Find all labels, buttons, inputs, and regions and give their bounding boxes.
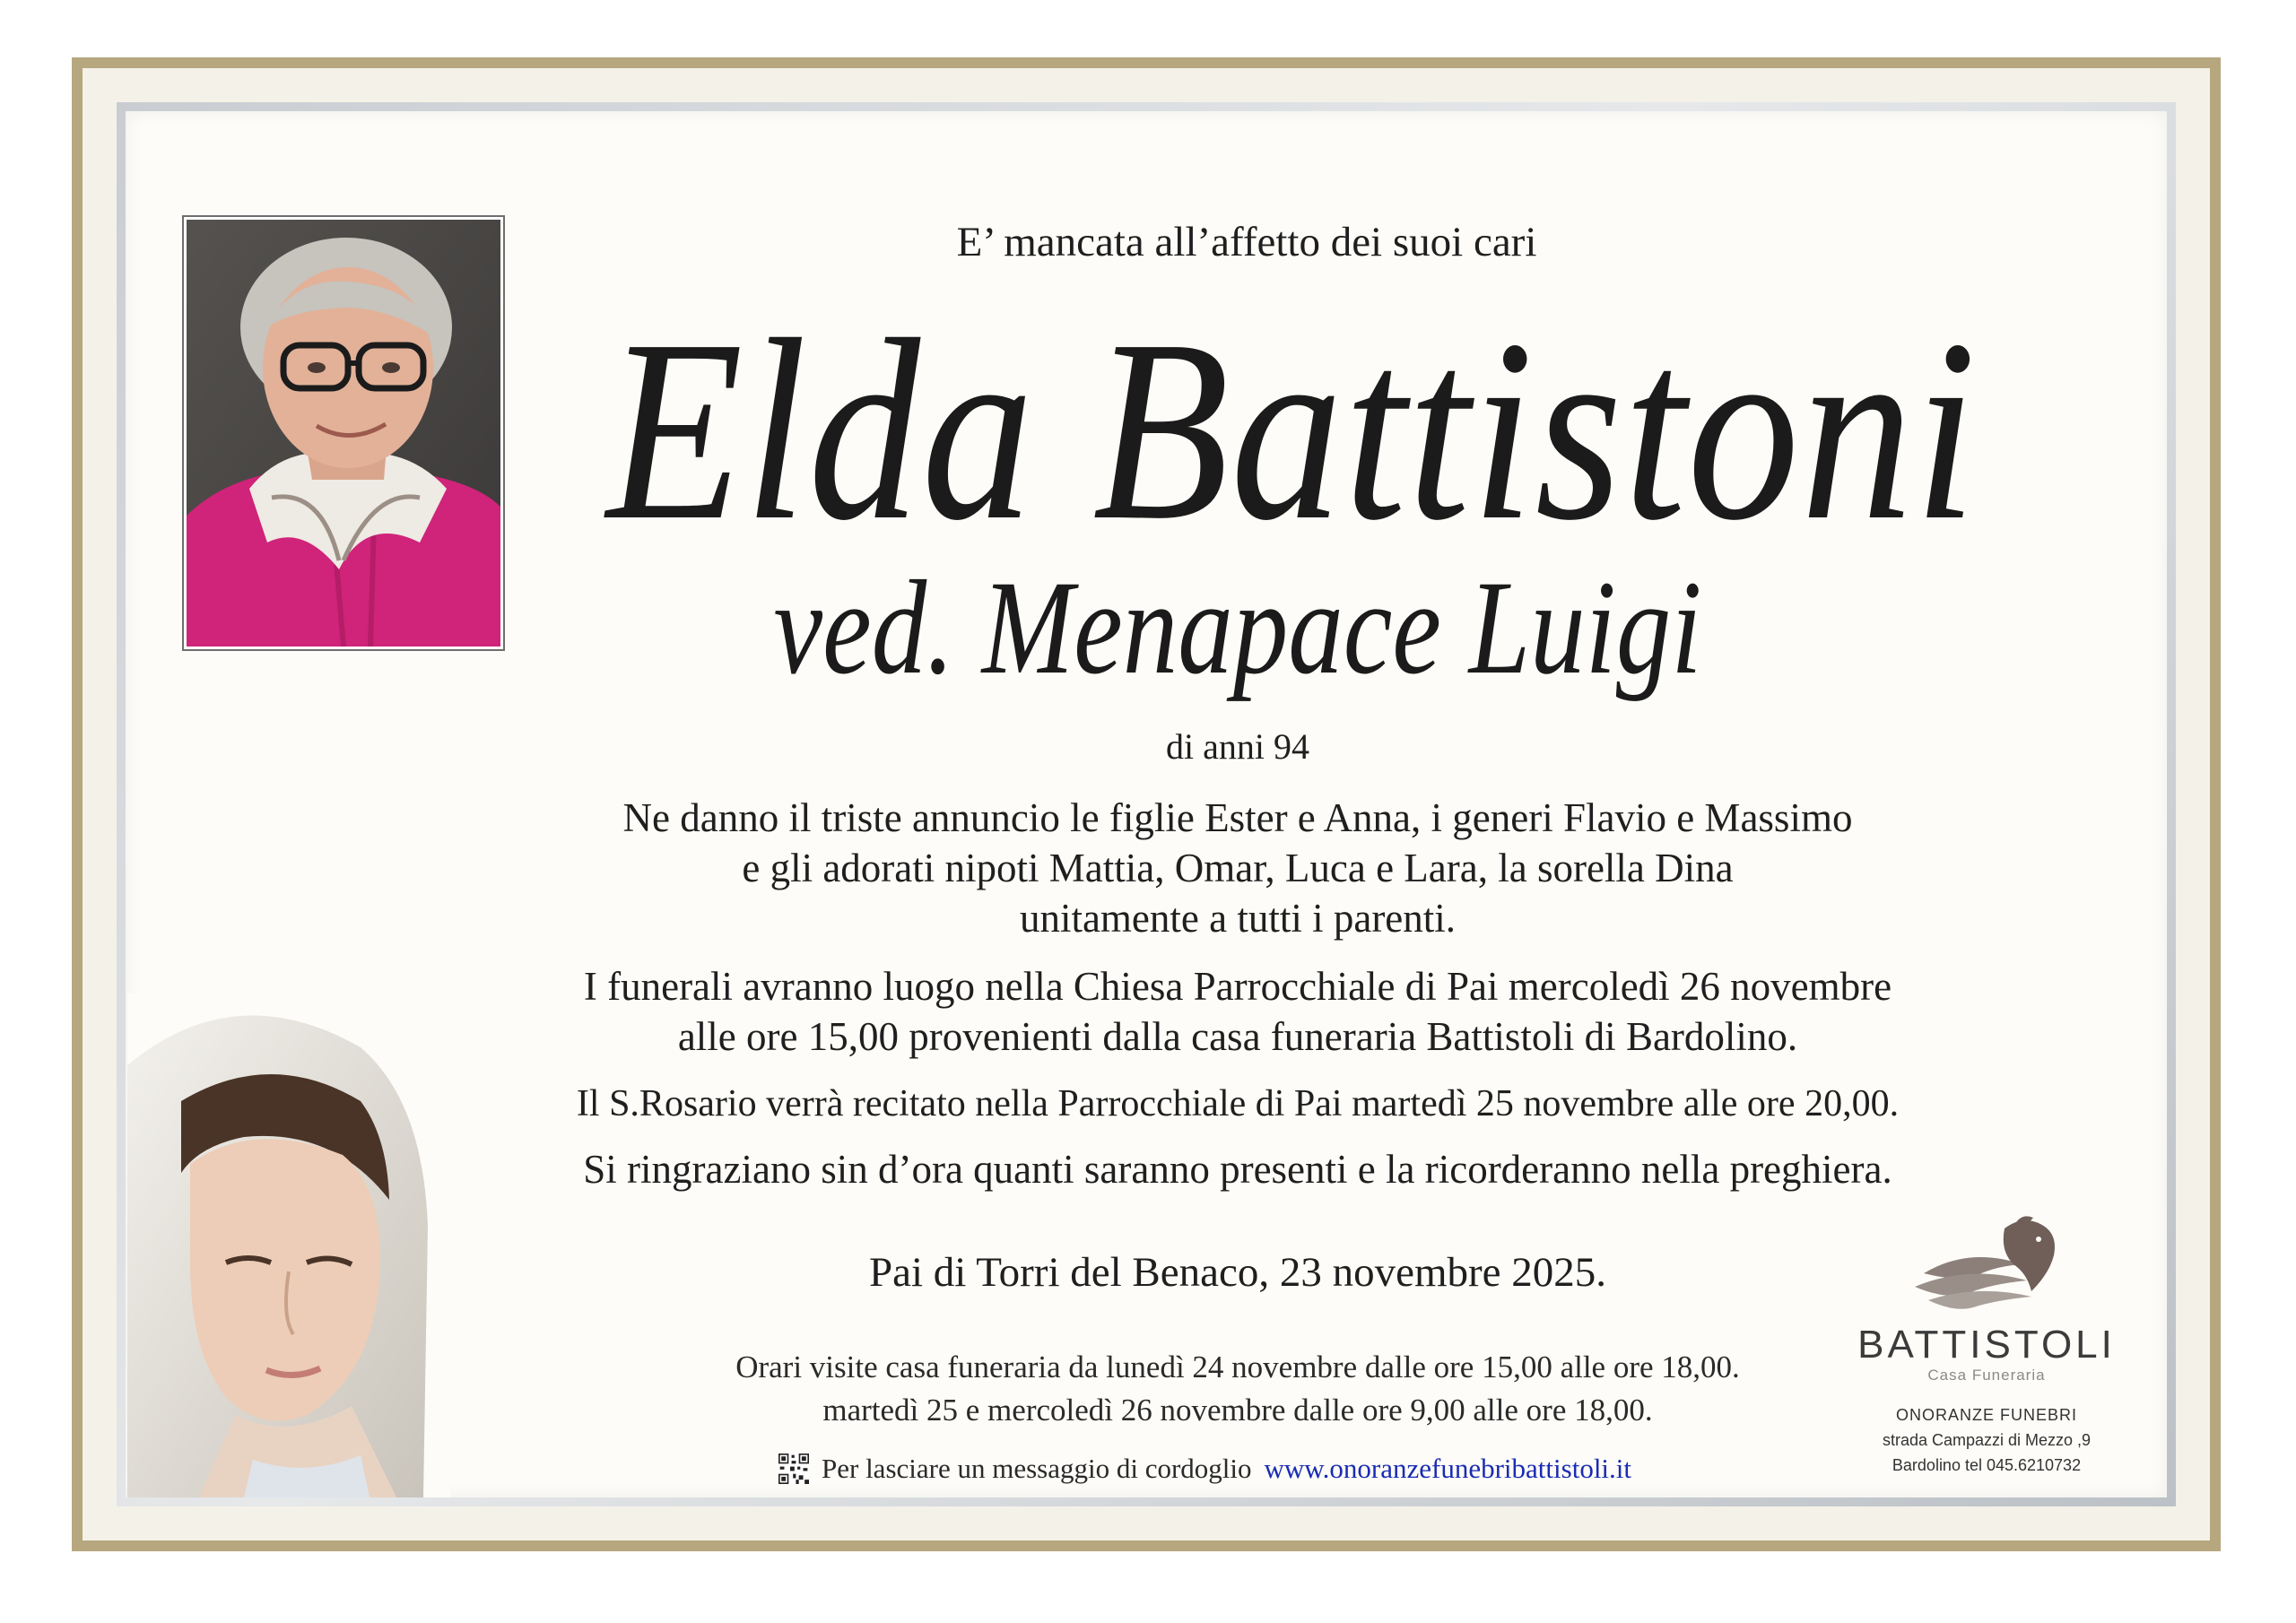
funeral-home-logo [1839,1211,2135,1480]
madonna-image [127,994,450,1497]
funeral-home-service: ONORANZE FUNEBRI [1895,1406,2077,1424]
condolence-message [778,1449,1631,1488]
portrait-photo [182,215,505,651]
horse-logo-icon [1906,1211,2067,1318]
funeral-home-name: BATTISTOLI [1857,1323,2116,1367]
funeral-home-address: strada Campazzi di Mezzo ,9 [1882,1431,2092,1449]
intro-line: E’ mancata all’affetto dei suoi cari [956,219,1537,265]
deceased-name: Elda Battistoni [606,286,1979,574]
age-line: di anni 94 [1166,726,1309,767]
condolence-link[interactable]: www.onoranzefunebribattistoli.it [1264,1453,1632,1484]
place-date: Pai di Torri del Benaco, 23 novembre 2025. [868,1249,1607,1296]
visiting-hours-line: Orari visite casa funeraria da lunedì 24 novembre dalle ore 15,00 alle ore 18,00. [735,1350,1740,1384]
funeral-home-subtitle: Casa Funeraria [1927,1367,2046,1384]
thanks-line: Si ringraziano sin d’ora quanti saranno presenti e la ricorderanno nella preghiera. [583,1147,1892,1192]
qr-code-icon[interactable] [778,1454,809,1484]
funeral-line: I funerali avranno luogo nella Chiesa Parrocchiale di Pai mercoledì 26 novembre [583,964,1892,1009]
announcement-line: unitamente a tutti i parenti. [1019,896,1457,941]
funeral-line: alle ore 15,00 provenienti dalla casa funeraria Battistoli di Bardolino. [677,1014,1798,1059]
announcement-line: Ne danno il triste annuncio le figlie Ester e Anna, i generi Flavio e Massimo [622,795,1853,840]
rosary-line: Il S.Rosario verrà recitato nella Parrocchiale di Pai martedì 25 novembre alle ore 20,00. [576,1083,1900,1124]
widow-of-line: ved. Menapace Luigi [773,553,1702,702]
condolence-text: Per lasciare un messaggio di cordoglio [822,1453,1252,1484]
visiting-hours-line: martedì 25 e mercoledì 26 novembre dalle ore 9,00 alle ore 18,00. [822,1393,1653,1428]
announcement-line: e gli adorati nipoti Mattia, Omar, Luca e Lara, la sorella Dina [742,846,1734,890]
funeral-home-phone: Bardolino tel 045.6210732 [1892,1456,2082,1474]
